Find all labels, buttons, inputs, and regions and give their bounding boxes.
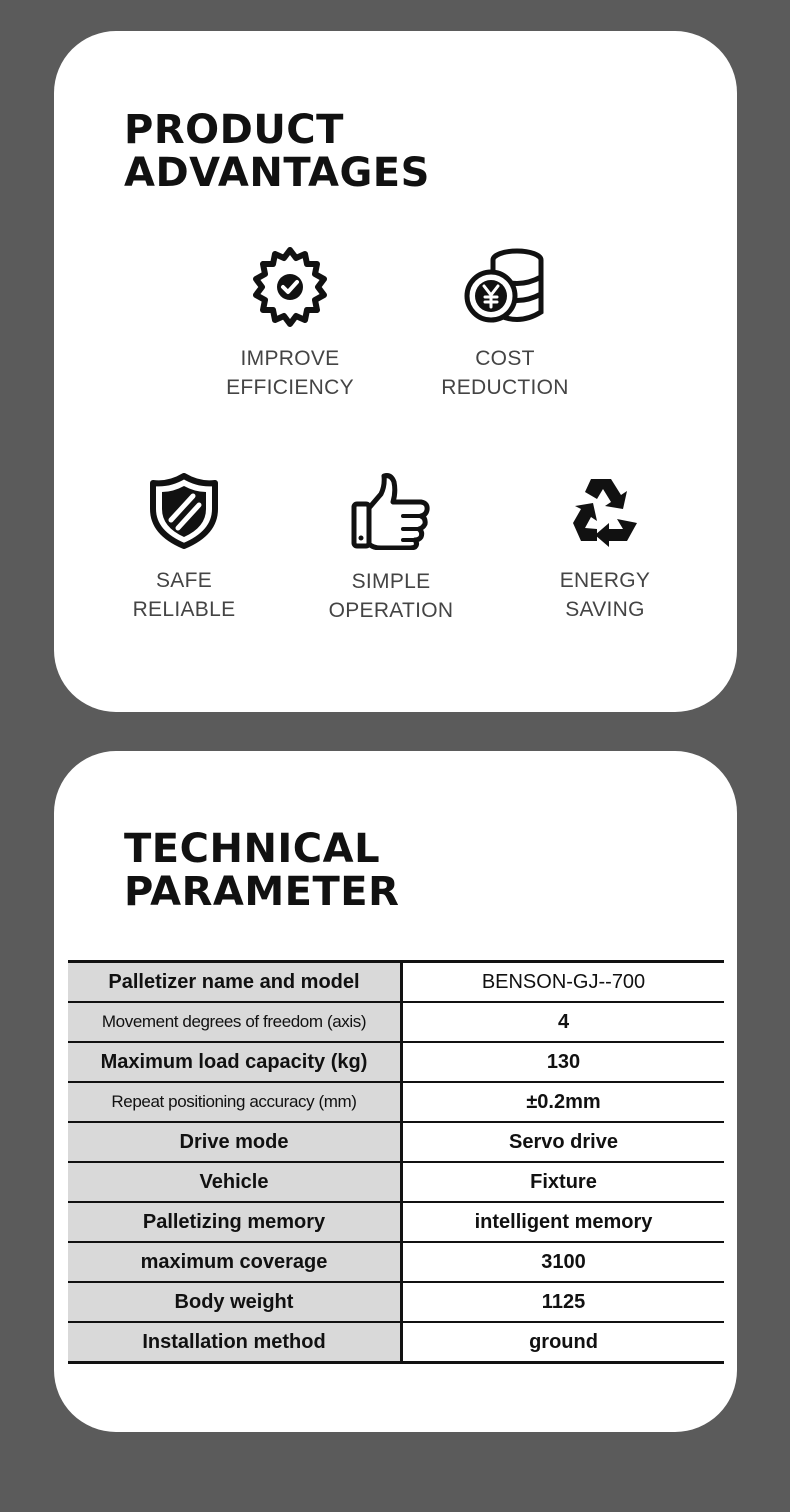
technical-parameter-title: TECHNICAL PARAMETER [124,826,400,915]
technical-parameter-card [54,751,737,1432]
table-row: maximum coverage 3100 [68,1242,724,1282]
table-row: Drive mode Servo drive [68,1122,724,1162]
product-advantages-card [54,31,737,712]
table-row: Body weight 1125 [68,1282,724,1322]
gear-check-icon [250,247,330,327]
feature-simple-operation: SIMPLE OPERATION [301,472,481,625]
table-row: Palletizing memory intelligent memory [68,1202,724,1242]
table-row: Repeat positioning accuracy (mm) ±0.2mm [68,1082,724,1122]
product-advantages-title: PRODUCT ADVANTAGES [124,107,430,196]
thumbs-up-icon [351,472,431,550]
yen-coins-icon [463,247,547,327]
table-row: Movement degrees of freedom (axis) 4 [68,1002,724,1042]
feature-cost-reduction: COST REDUCTION [415,247,595,402]
table-row: Maximum load capacity (kg) 130 [68,1042,724,1082]
feature-safe-reliable: SAFE RELIABLE [94,473,274,624]
table-row: Palletizer name and model BENSON-GJ--700 [68,962,724,1003]
shield-icon [149,473,219,549]
parameter-table [68,960,724,1364]
table-row: Vehicle Fixture [68,1162,724,1202]
feature-energy-saving: ENERGY SAVING [515,473,695,624]
feature-improve-efficiency: IMPROVE EFFICIENCY [200,247,380,402]
table-row: Installation method ground [68,1322,724,1363]
recycle-icon [567,473,643,549]
